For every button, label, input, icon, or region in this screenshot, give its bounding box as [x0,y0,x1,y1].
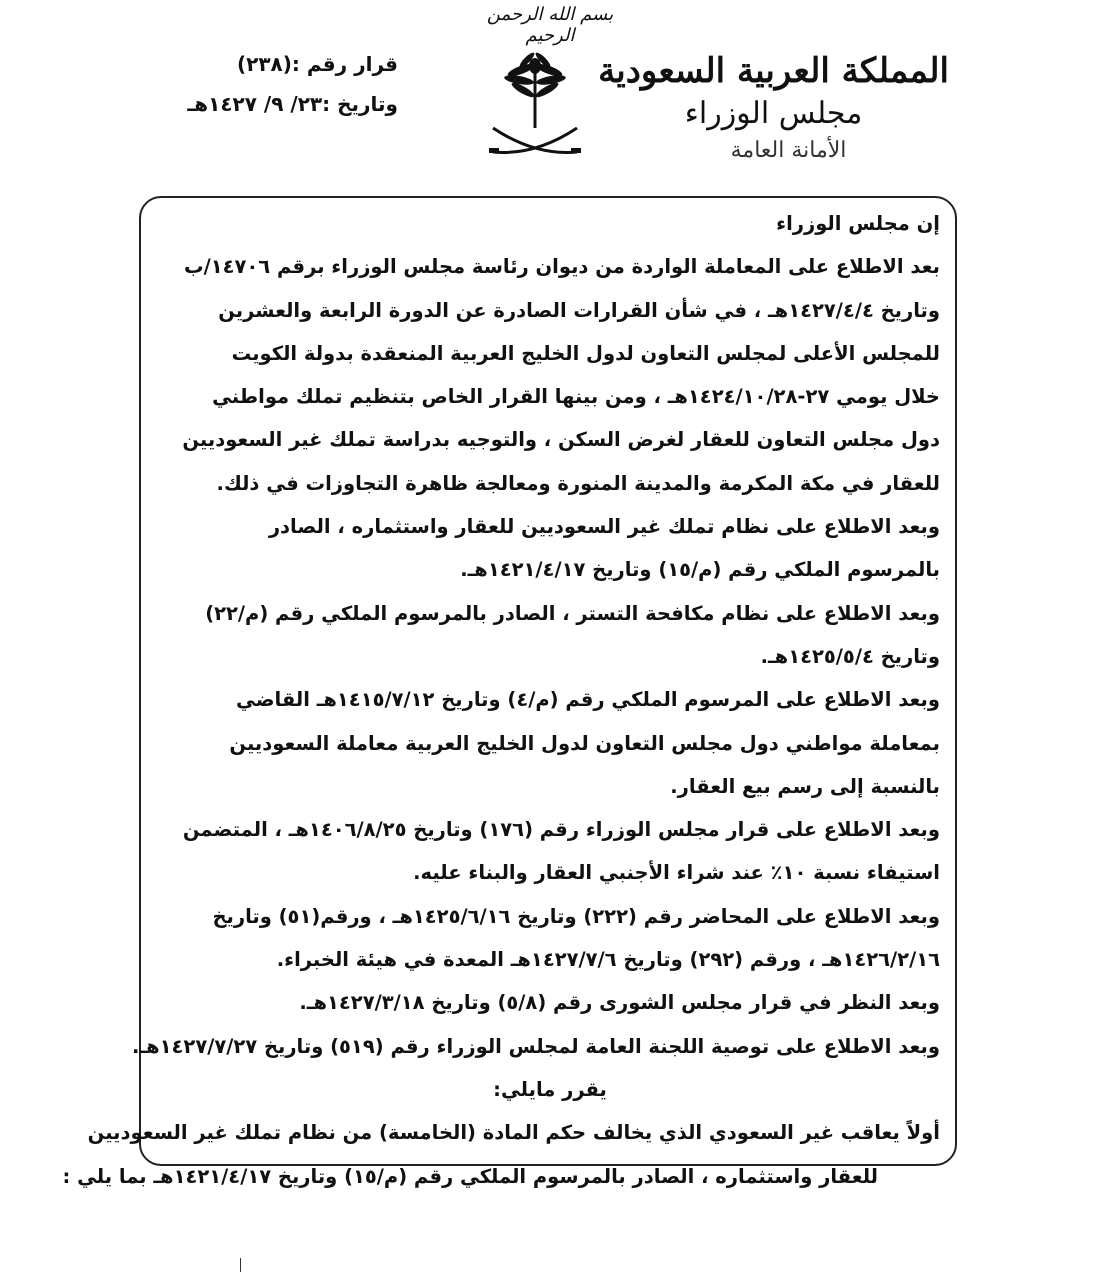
secretariat-name: الأمانة العامة [730,138,847,163]
body-line: وتاريخ ١٤٢٥/٥/٤هـ. [760,644,940,668]
letterhead [598,48,949,168]
body-line: دول مجلس التعاون للعقار لغرض السكن ، والتوجيه بدراسة تملك غير السعوديين [182,428,940,452]
kingdom-name: المملكة العربية السعودية [598,51,949,91]
decision-info [148,44,398,124]
body-line: للمجلس الأعلى لمجلس التعاون لدول الخليج العربية المنعقدة بدولة الكويت [231,341,940,365]
opening-line: إن مجلس الوزراء [776,212,940,235]
decides-heading: يقرر مايلي: [493,1077,607,1101]
saudi-emblem-icon [485,48,585,168]
decision-number: قرار رقم :(٢٣٨) [236,52,398,76]
body-line: وبعد الاطلاع على نظام مكافحة التستر ، الصادر بالمرسوم الملكي رقم (م/٢٢) [205,601,940,625]
decision-body [62,202,940,1198]
article-first-continued: للعقار واستثماره ، الصادر بالمرسوم الملكي رقم (م/١٥) وتاريخ ١٤٢١/٤/١٧هـ بما يلي : [62,1164,878,1188]
body-line: وبعد الاطلاع على المرسوم الملكي رقم (م/٤) وتاريخ ١٤١٥/٧/١٢هـ القاضي [235,688,940,712]
body-line: وبعد الاطلاع على قرار مجلس الوزراء رقم (١٧٦) وتاريخ ١٤٠٦/٨/٢٥هـ ، المتضمن [182,818,940,842]
body-line: بعد الاطلاع على المعاملة الواردة من ديوان رئاسة مجلس الوزراء برقم ١٤٧٠٦/ب [183,255,940,279]
decision-date: وتاريخ :٢٣/ ٩/ ١٤٢٧هـ [187,92,398,116]
scan-mark [240,1258,241,1272]
body-line: وتاريخ ١٤٢٧/٤/٤هـ ، في شأن القرارات الصادرة عن الدورة الرابعة والعشرين [218,298,940,322]
body-line: بالمرسوم الملكي رقم (م/١٥) وتاريخ ١٤٢١/٤/١٧هـ. [460,558,940,582]
article-first: أولاً يعاقب غير السعودي الذي يخالف حكم المادة (الخامسة) من نظام تملك غير السعوديين [87,1121,940,1145]
body-line: وبعد الاطلاع على المحاضر رقم (٢٢٢) وتاريخ ١٤٢٥/٦/١٦هـ ، ورقم(٥١) وتاريخ [212,904,940,928]
body-line: وبعد الاطلاع على نظام تملك غير السعوديين للعقار واستثماره ، الصادر [268,515,940,539]
body-line: خلال يومي ٢٧-١٤٢٤/١٠/٢٨هـ ، ومن بينها القرار الخاص بتنظيم تملك مواطني [212,385,940,409]
body-line: للعقار في مكة المكرمة والمدينة المنورة ومعالجة ظاهرة التجاوزات في ذلك. [216,471,940,495]
body-line: ١٤٢٦/٢/١٦هـ ، ورقم (٢٩٢) وتاريخ ١٤٢٧/٧/٦هـ المعدة في هيئة الخبراء. [276,948,940,972]
body-line: وبعد الاطلاع على توصية اللجنة العامة لمجلس الوزراء رقم (٥١٩) وتاريخ ١٤٢٧/٧/٢٧هـ. [132,1034,940,1058]
basmala: بسم الله الرحمن الرحيم [486,4,614,46]
body-line: بالنسبة إلى رسم بيع العقار. [670,774,940,798]
body-line: وبعد النظر في قرار مجلس الشورى رقم (٥/٨) وتاريخ ١٤٢٧/٣/١٨هـ. [299,991,940,1015]
council-name: مجلس الوزراء [684,96,863,131]
body-line: استيفاء نسبة ١٠٪ عند شراء الأجنبي العقار والبناء عليه. [413,861,940,885]
body-line: بمعاملة مواطني دول مجلس التعاون لدول الخليج العربية معاملة السعوديين [229,731,940,755]
